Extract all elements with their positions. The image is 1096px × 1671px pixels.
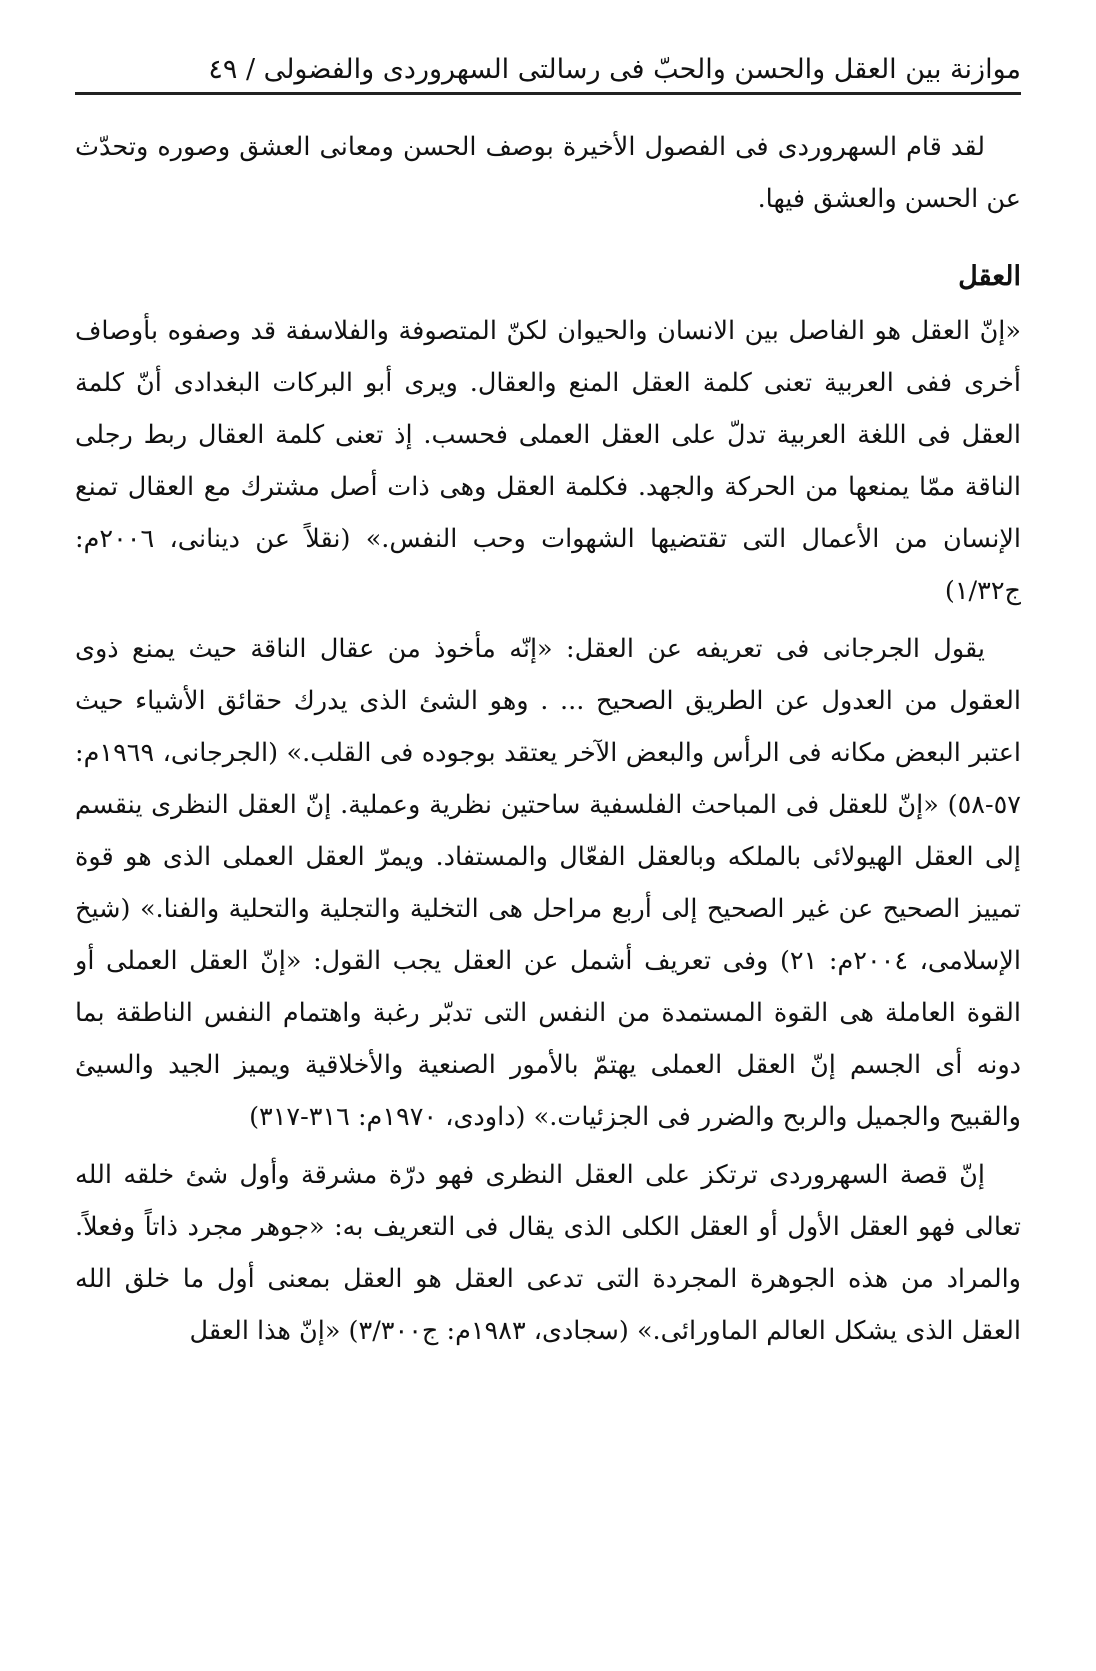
section-heading: العقل [958, 261, 1021, 292]
body-paragraph: يقول الجرجانى فى تعريفه عن العقل: «إنّه مأخوذ من عقال الناقة حيث يمنع ذوى العقول من العدول عن الطريق الصحيح ... . وهو الشئ الذى يدرك حقائق الأشياء حيث اعتبر البعض مكانه فى الرأس والبعض الآخر يعتقد بوجوده فى القلب.» (الجرجانى، ١٩٦٩م: ٥٧-٥٨) «إنّ للعقل فى المباحث الفلسفية ساحتين نظرية وعملية. إنّ العقل النظرى ينقسم إلى العقل الهيولائى بالملكه وبالعقل الفعّال والمستفاد. ويمرّ العقل العملى الذى هو قوة تمييز الصحيح عن غير الصحيح إلى أربع مراحل هى التخلية والتجلية والتحلية والفنا.» (شيخ الإسلامى، ٢٠٠٤م: ٢١) وفى تعريف أشمل عن العقل يجب القول: «إنّ العقل العملى أو القوة العاملة هى القوة المستمدة من النفس التى تدبّر رغبة واهتمام النفس الناطقة بما دونه أى الجسم إنّ العقل العملى يهتمّ بالأمور الصنعية والأخلاقية ويميز الجيد والسيئ والقبيح والجميل والربح والضرر فى الجزئيات.» (داودى، ١٩٧٠م: ٣١٦-٣١٧) [75, 634, 1021, 1132]
body-paragraph: «إنّ العقل هو الفاصل بين الانسان والحيوان لكنّ المتصوفة والفلاسفة قد وصفوه بأوصاف أخرى ففى العربية تعنى كلمة العقل المنع والعقال. ويرى أبو البركات البغدادى أنّ كلمة العقل فى اللغة العربية تدلّ على العقل العملى فحسب. إذ تعنى كلمة العقال ربط رجلى الناقة ممّا يمنعها من الحركة والجهد. فكلمة العقل وهى ذات أصل مشترك مع العقال تمنع الإنسان من الأعمال التى تقتضيها الشهوات وحب النفس.» (نقلاً عن دينانى، ٢٠٠٦م: ج١/٣٢) [75, 316, 1021, 606]
intro-paragraph: لقد قام السهروردى فى الفصول الأخيرة بوصف الحسن ومعانى العشق وصوره وتحدّث عن الحسن والعشق فيها. [75, 132, 1021, 214]
running-header [75, 34, 1021, 88]
running-title: موازنة بين العقل والحسن والحبّ فى رسالتى السهروردى والفضولى / ٤٩ [208, 53, 1021, 85]
document-page [75, 34, 1021, 1651]
body-paragraph: إنّ قصة السهروردى ترتكز على العقل النظرى فهو درّة مشرقة وأول شئ خلقه الله تعالى فهو العقل الأول أو العقل الكلى الذى يقال فى التعريف به: «جوهر مجرد ذاتاً وفعلاً. والمراد من هذه الجوهرة المجردة التى تدعى العقل هو العقل بمعنى أول ما خلق الله العقل الذى يشكل العالم الماورائى.» (سجادى، ١٩٨٣م: ج٣/٣٠٠) «إنّ هذا العقل [75, 1160, 1021, 1346]
header-divider [75, 92, 1021, 95]
